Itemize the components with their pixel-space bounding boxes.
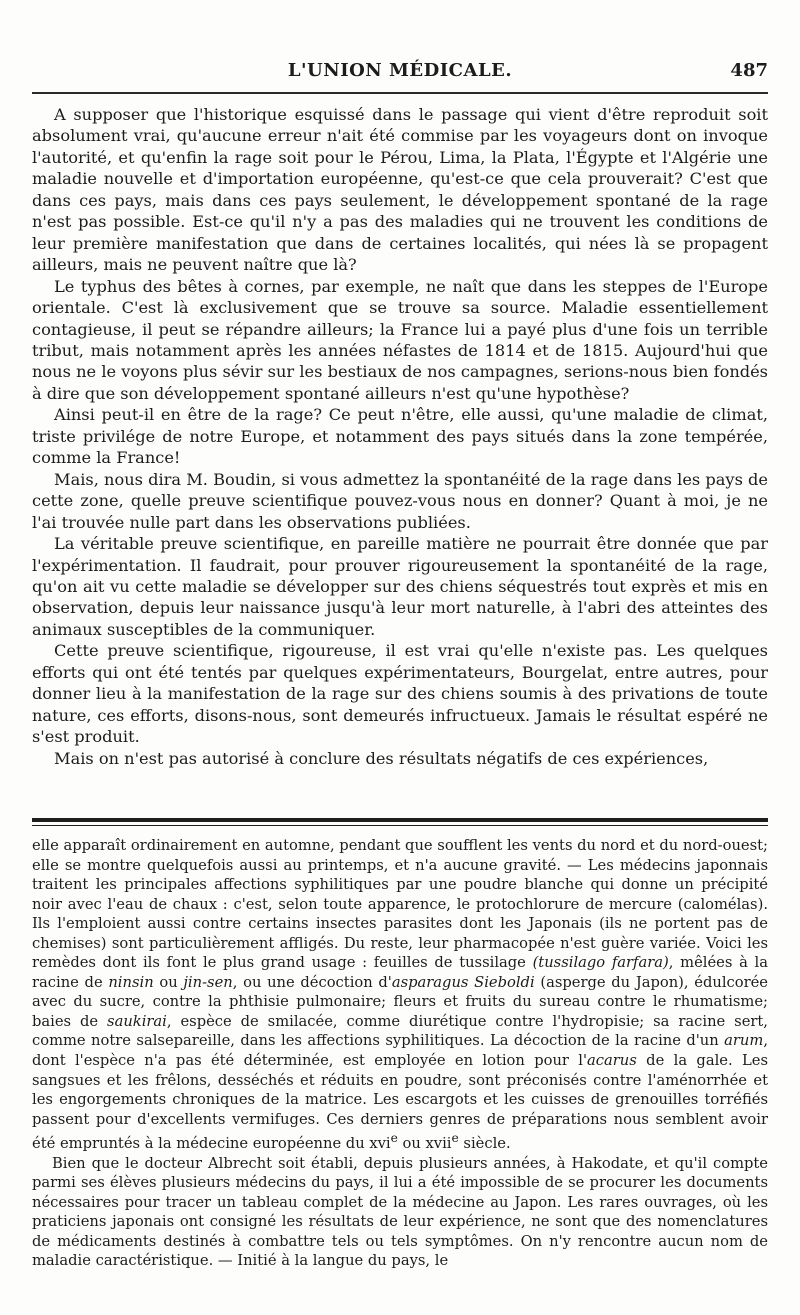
main-paragraph: Cette preuve scientifique, rigoureuse, il est vrai qu'elle n'existe pas. Les quelques efforts qui ont été tentés par quelques expérimentateurs, Bourgelat, entre autres, pour donner lieu à la manifestation de la rage sur des chiens soumis à des privations de toute nature, ces efforts, disons-nous, sont demeurés infructueux. Jamais le résultat espéré ne s'est produit. bbox=[32, 641, 768, 747]
footnote-run: , espèce de smilacée, comme diurétique contre l'hydropisie; sa racine sert, comme notre salsepareille, dans les affections syphilitiques. La décoction de la racine d'un bbox=[32, 1012, 768, 1050]
italic-term: asparagus Sieboldi bbox=[391, 973, 535, 991]
main-text bbox=[32, 104, 768, 769]
superscript: e bbox=[390, 1131, 398, 1146]
italic-term: jin-sen bbox=[183, 973, 233, 991]
page-number: 487 bbox=[730, 60, 768, 81]
italic-term: acarus bbox=[587, 1052, 637, 1070]
italic-term: (tussilago farfara) bbox=[532, 954, 669, 972]
footnote-run: elle apparaît ordinairement en automne, pendant que soufflent les vents du nord et du nord-ouest; elle se montre quelquefois aussi au printemps, et n'a aucune gravité. — Les médecins japonnais traitent les principales affections syphilitiques par une poudre blanche qui donne un précipité noir avec l'eau de chaux : c'est, selon toute apparence, le protochlorure de mercure (calomélas). Ils l'emploient aussi contre certains insectes parasites dont les Japonais (ils ne portent pas de chemises) sont particulièrement affligés. Du reste, leur pharmacopée n'est guère variée. Voici les remèdes dont ils font le plus grand usage : feuilles de tussilage bbox=[32, 837, 768, 972]
footnote-run: siècle. bbox=[458, 1135, 511, 1153]
main-paragraph: Ainsi peut-il en être de la rage? Ce peut n'être, elle aussi, qu'une maladie de climat, triste privilége de notre Europe, et notamment des pays situés dans la zone tempérée, comme la France! bbox=[32, 405, 768, 468]
footnote-run: de la gale. Les sangsues et les frêlons, desséchés et réduits en poudre, sont préconisés contre l'aménorrhée et les engorgements chroniques de la matrice. Les escargots et les cuisses de grenouilles torréfiés passent pour d'excellents vermifuges. Ces derniers genres de préparations nous semblent avoir été empruntés à la médecine européenne du xvi bbox=[32, 1052, 768, 1153]
footnote-run: ou xvii bbox=[397, 1135, 452, 1153]
journal-title: L'UNION MÉDICALE. bbox=[287, 60, 513, 81]
superscript: e bbox=[451, 1131, 459, 1146]
main-paragraph: Le typhus des bêtes à cornes, par exemple, ne naît que dans les steppes de l'Europe orientale. C'est là exclusivement que se trouve sa source. Maladie essentiellement contagieuse, il peut se répandre ailleurs; la France lui a payé plus d'une fois un terrible tribut, mais notamment après les années néfastes de 1814 et de 1815. Aujourd'hui que nous ne le voyons plus sévir sur les bestiaux de nos campagnes, serions-nous bien fondés à dire que son développement spontané ailleurs n'est qu'une hypothèse? bbox=[32, 276, 768, 403]
footnote-run: , mêlées à la racine de bbox=[32, 954, 768, 991]
footnote-run: (asperge du Japon), édulcorée avec du sucre, contre la phthisie pulmonaire; fleurs et fruits du sureau contre le rhumatisme; baies de bbox=[32, 973, 768, 1030]
main-paragraph: La véritable preuve scientifique, en pareille matière ne pourrait être donnée que par l'expérimentation. Il faudrait, pour prouver rigoureusement la spontanéité de la rage, qu'on ait vu cette maladie se développer sur des chiens séquestrés tout exprès et mis en observation, depuis leur naissance jusqu'à leur mort naturelle, à l'abri des atteintes des animaux susceptibles de la communiquer. bbox=[32, 534, 768, 639]
separator-thin-line bbox=[32, 825, 768, 826]
italic-term: ninsin bbox=[108, 973, 154, 991]
italic-term: arum bbox=[724, 1032, 764, 1050]
footnote-run: , dont l'espèce n'a pas été déterminée, est employée en lotion pour l' bbox=[32, 1032, 768, 1070]
page-header bbox=[32, 58, 768, 88]
separator-thick-line bbox=[32, 818, 768, 822]
main-paragraph: Mais on n'est pas autorisé à conclure des résultats négatifs de ces expériences, bbox=[54, 748, 709, 768]
footnote-paragraph bbox=[32, 836, 768, 1154]
footnote-separator bbox=[32, 818, 768, 827]
footnote-text bbox=[32, 836, 768, 1271]
main-paragraph: Mais, nous dira M. Boudin, si vous admettez la spontanéité de la rage dans les pays de cette zone, quelle preuve scientifique pouvez-vous nous en donner? Quant à moi, je ne l'ai trouvée nulle part dans les observations publiées. bbox=[32, 469, 768, 532]
footnote-paragraph: Bien que le docteur Albrecht soit établi, depuis plusieurs années, à Hakodate, et qu'il compte parmi ses élèves plusieurs médecins du pays, il lui a été impossible de se procurer les documents nécessaires pour tracer un tableau complet de la médecine au Japon. Les rares ouvrages, où les praticiens japonais ont consigné les résultats de leur expérience, ne sont que des nomenclatures de médicaments destinés à combattre tels ou tels symptômes. On n'y rencontre aucun nom de maladie caractéristique. — Initié à la langue du pays, le bbox=[32, 1154, 768, 1270]
footnote-run: , ou une décoction d' bbox=[232, 973, 392, 991]
italic-term: saukirai bbox=[107, 1012, 167, 1030]
main-paragraph: A supposer que l'historique esquissé dans le passage qui vient d'être reproduit soit absolument vrai, qu'aucune erreur n'ait été commise par les voyageurs dont on invoque l'autorité, et qu'enfin la rage soit pour le Pérou, Lima, la Plata, l'Égypte et l'Algérie une maladie nouvelle et d'importation européenne, qu'est-ce que cela prouverait? C'est que dans ces pays, mais dans ces pays seulement, le développement spontané de la rage n'est pas possible. Est-ce qu'il n'y a pas des maladies qui ne trouvent les conditions de leur première manifestation que dans de certaines localités, qui nées là se propagent ailleurs, mais ne peuvent naître que là? bbox=[32, 105, 768, 275]
header-rule bbox=[32, 92, 768, 94]
footnote-run: ou bbox=[153, 973, 184, 991]
